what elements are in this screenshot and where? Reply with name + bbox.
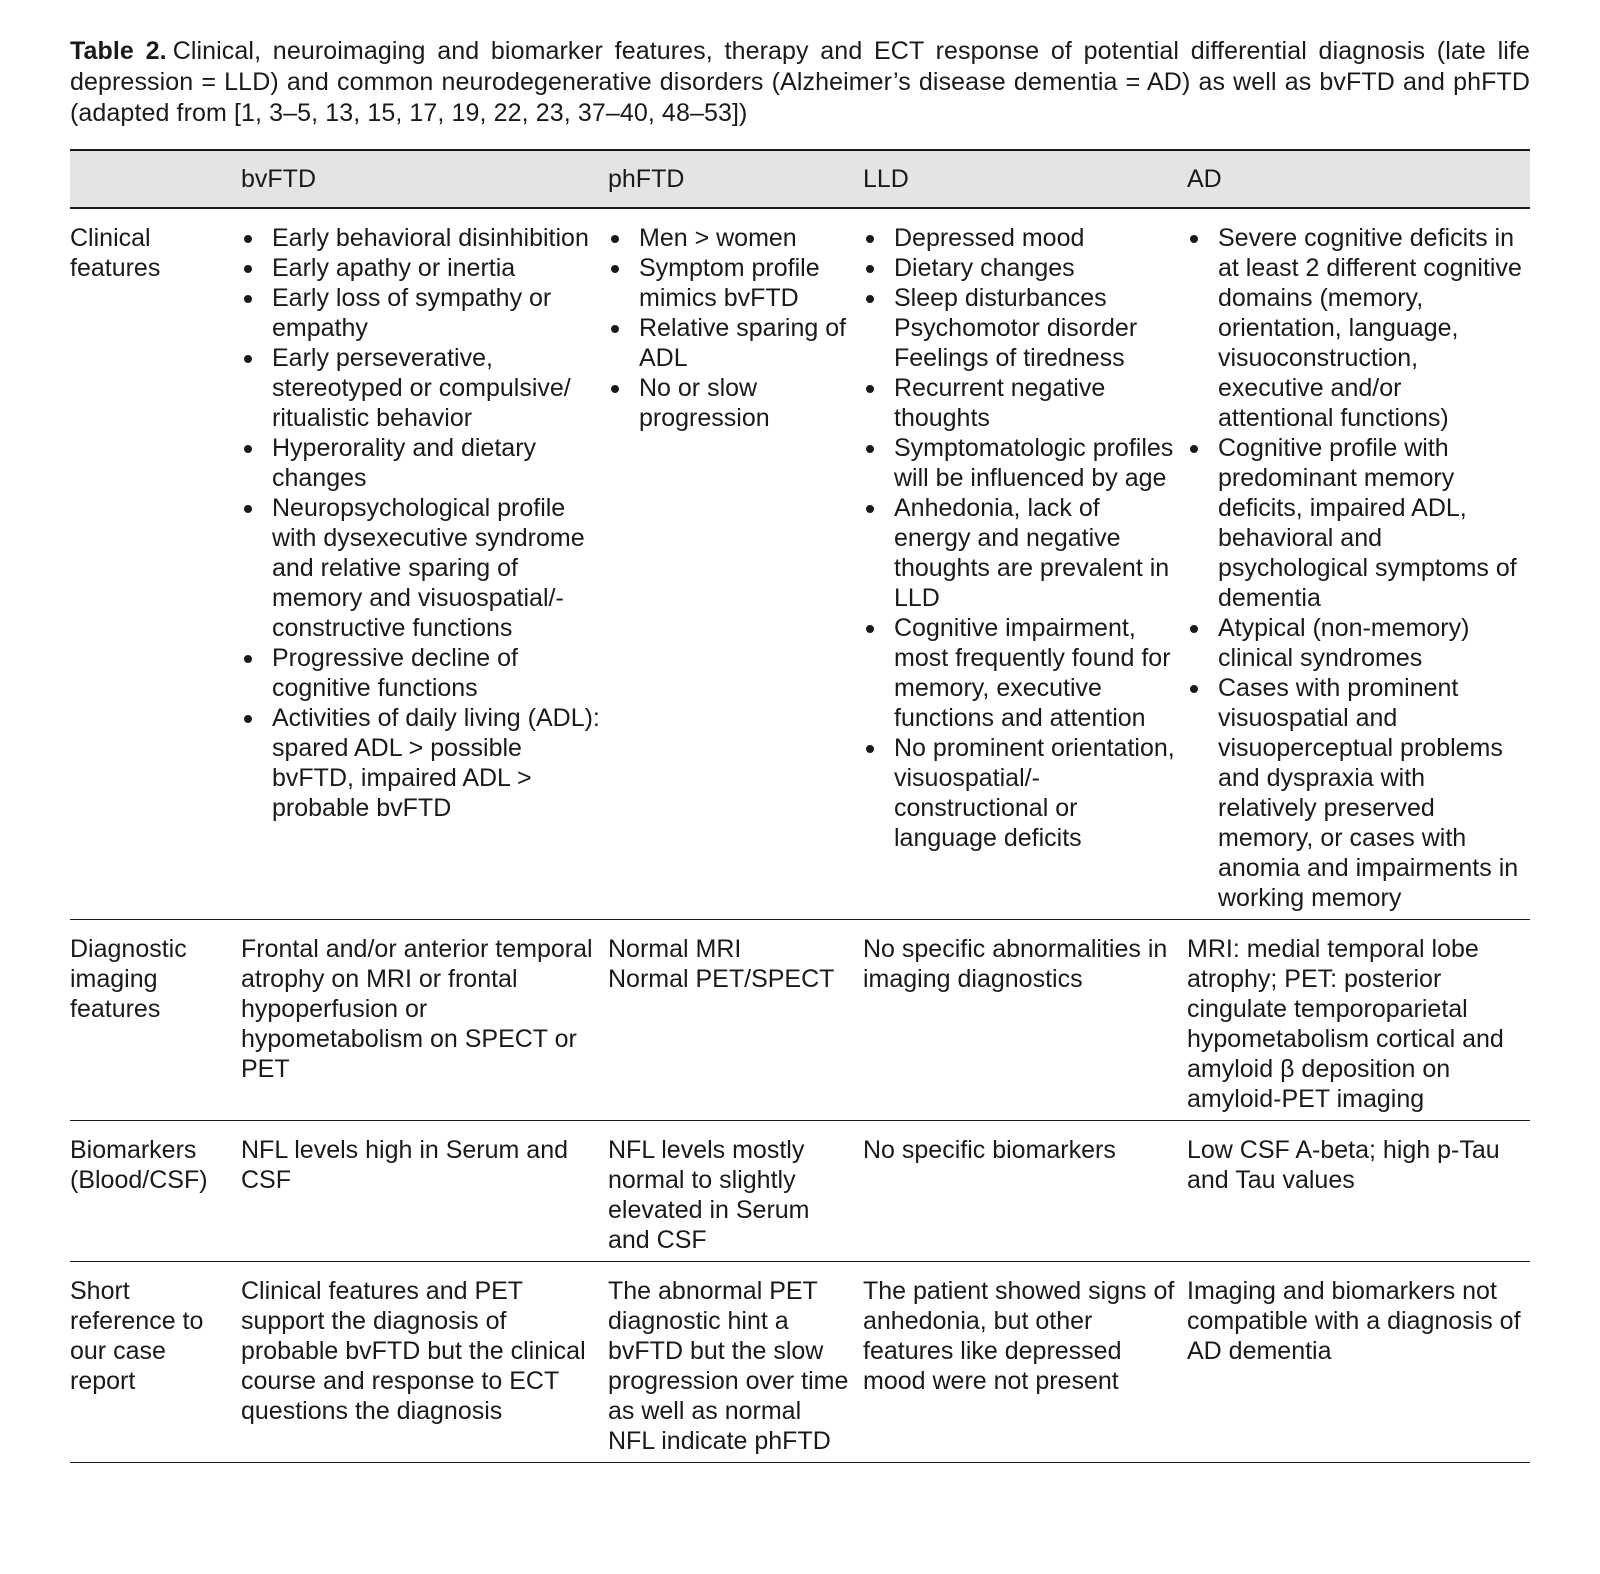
list-item: Relative sparing of ADL [608, 313, 855, 373]
header-bvftd: bvFTD [241, 150, 608, 208]
list-item: Activities of daily living (ADL): spared ADL > possible bvFTD, impaired ADL > probable bvFTD [241, 703, 600, 823]
list-item: Anhedonia, lack of energy and negative thoughts are prevalent in LLD [863, 493, 1179, 613]
cell-lld: The patient showed signs of anhedonia, but other features like depressed mood were not present [863, 1262, 1187, 1463]
cell-ad: Imaging and biomarkers not compatible with a diagnosis of AD dementia [1187, 1262, 1530, 1463]
cell-lld: No specific biomarkers [863, 1121, 1187, 1262]
list-item: Early apathy or inertia [241, 253, 600, 283]
table-label: Table 2. [70, 37, 167, 65]
list-item: Severe cognitive deficits in at least 2 different cognitive domains (memory, orientation, language, visuoconstruction, executive and/or attentional functions) [1187, 223, 1522, 433]
list-item: Symptomatologic profiles will be influenced by age [863, 433, 1179, 493]
table-row-case-reference [70, 1262, 1530, 1463]
cell-phftd: NFL levels mostly normal to slightly elevated in Serum and CSF [608, 1121, 863, 1262]
header-lld: LLD [863, 150, 1187, 208]
cell-ad: Low CSF A-beta; high p-Tau and Tau values [1187, 1121, 1530, 1262]
list-item-continuation: Feelings of tiredness [894, 344, 1125, 372]
list-item: Atypical (non-memory) clinical syndromes [1187, 613, 1522, 673]
list-item: Cognitive profile with predominant memory deficits, impaired ADL, behavioral and psychological symptoms of dementia [1187, 433, 1522, 613]
list-item: Early loss of sympathy or empathy [241, 283, 600, 343]
cell-line: Normal MRI [608, 935, 742, 963]
cell-phftd: The abnormal PET diagnostic hint a bvFTD but the slow progression over time as well as normal NFL indicate phFTD [608, 1262, 863, 1463]
list-item-continuation: Psychomotor disorder [894, 314, 1138, 342]
header-phftd: phFTD [608, 150, 863, 208]
header-ad: AD [1187, 150, 1530, 208]
list-item: Symptom profile mimics bvFTD [608, 253, 855, 313]
table-header [70, 150, 1530, 208]
row-label: Clinical features [70, 208, 241, 920]
comparison-table [70, 149, 1530, 1463]
list-item: Progressive decline of cognitive functions [241, 643, 600, 703]
list-item: Dietary changes [863, 253, 1179, 283]
caption-text: Clinical, neuroimaging and biomarker features, therapy and ECT response of potential differential diagnosis (late life depression = LLD) and common neurodegenerative disorders (Alzheimer’s disease dementia = AD) as well as bvFTD and phFTD (adapted from [1, 3–5, 13, 15, 17, 19, 22, 23, 37–40, 48–53]) [70, 37, 1530, 127]
bullet-list [241, 223, 600, 823]
cell-phftd [608, 208, 863, 920]
bullet-list [608, 223, 855, 433]
table-row-clinical-features [70, 208, 1530, 920]
row-label: Biomarkers (Blood/CSF) [70, 1121, 241, 1262]
bullet-list [863, 223, 1179, 853]
list-item: Men > women [608, 223, 855, 253]
cell-line: Normal PET/SPECT [608, 965, 835, 993]
cell-bvftd: NFL levels high in Serum and CSF [241, 1121, 608, 1262]
list-item: Early perseverative, stereotyped or compulsive/ ritualistic behavior [241, 343, 600, 433]
cell-lld: No specific abnormalities in imaging diagnostics [863, 920, 1187, 1121]
header-row [70, 150, 1530, 208]
list-item: Recurrent negative thoughts [863, 373, 1179, 433]
header-empty [70, 150, 241, 208]
list-item: No or slow progression [608, 373, 855, 433]
cell-bvftd [241, 208, 608, 920]
table-row-imaging-features [70, 920, 1530, 1121]
cell-lld [863, 208, 1187, 920]
bullet-list [1187, 223, 1522, 913]
list-item: Hyperorality and dietary changes [241, 433, 600, 493]
table-caption [70, 36, 1530, 129]
list-item: Cognitive impairment, most frequently found for memory, executive functions and attention [863, 613, 1179, 733]
list-item: Neuropsychological profile with dysexecutive syndrome and relative sparing of memory and visuospatial/-constructive functions [241, 493, 600, 643]
list-item: Depressed mood [863, 223, 1179, 253]
row-label: Diagnostic imaging features [70, 920, 241, 1121]
list-item: Sleep disturbances [863, 283, 1179, 313]
cell-phftd [608, 920, 863, 1121]
list-item: Cases with prominent visuospatial and visuoperceptual problems and dyspraxia with relatively preserved memory, or cases with anomia and impairments in working memory [1187, 673, 1522, 913]
list-item: No prominent orientation, visuospatial/- constructional or language deficits [863, 733, 1179, 853]
list-item: Early behavioral disinhibition [241, 223, 600, 253]
row-label: Short reference to our case report [70, 1262, 241, 1463]
table-body [70, 208, 1530, 1463]
cell-bvftd: Clinical features and PET support the diagnosis of probable bvFTD but the clinical course and response to ECT questions the diagnosis [241, 1262, 608, 1463]
cell-bvftd: Frontal and/or anterior temporal atrophy on MRI or frontal hypoperfusion or hypometabolism on SPECT or PET [241, 920, 608, 1121]
cell-ad [1187, 208, 1530, 920]
table-row-biomarkers [70, 1121, 1530, 1262]
cell-ad: MRI: medial temporal lobe atrophy; PET: posterior cingulate temporoparietal hypometabolism cortical and amyloid β deposition on amyloid-PET imaging [1187, 920, 1530, 1121]
